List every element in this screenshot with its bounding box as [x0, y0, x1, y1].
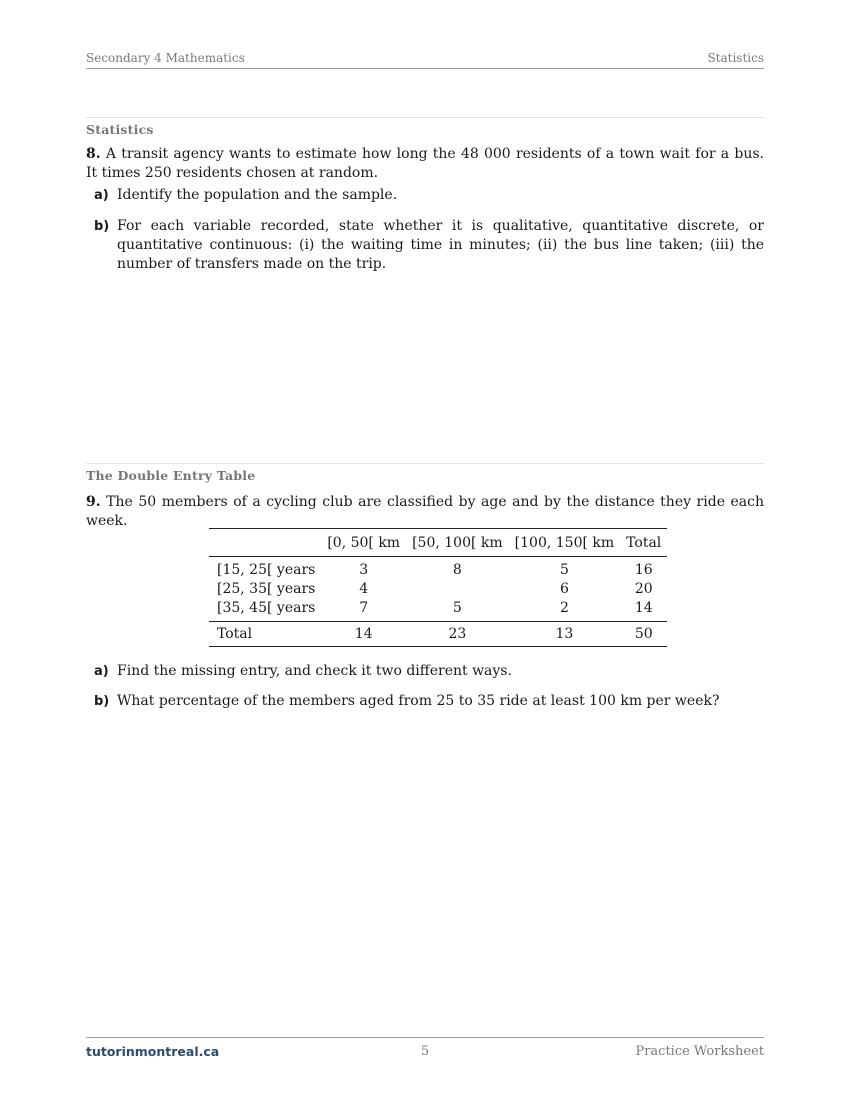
section-statistics	[86, 117, 764, 137]
table-cell: 14	[634, 600, 653, 616]
part-label: a)	[94, 188, 109, 203]
page-number: 5	[420, 1044, 430, 1059]
table-cell: 16	[634, 562, 653, 578]
part-label: a)	[94, 664, 109, 679]
question-8	[86, 145, 764, 183]
question-number: 9.	[86, 494, 101, 510]
table-row-header: [25, 35[ years	[217, 581, 316, 597]
table-cell: 50	[634, 625, 653, 642]
table-row-header: [15, 25[ years	[217, 562, 316, 578]
question-text: A transit agency wants to estimate how long the 48 000 residents of a town wait for a bus. It times 250 residents chosen at random.	[86, 146, 764, 181]
table-cell: 20	[634, 581, 653, 597]
table-row	[209, 557, 667, 581]
page-footer	[86, 1037, 764, 1062]
part-text: Find the missing entry, and check it two different ways.	[117, 663, 512, 679]
part-label: b)	[94, 694, 110, 709]
footer-title: Practice Worksheet	[635, 1044, 764, 1059]
table-cell: 3	[359, 562, 369, 578]
section-double-entry-table	[86, 463, 764, 483]
table-header-cell: [50, 100[ km	[412, 535, 503, 551]
question-number: 8.	[86, 146, 101, 162]
table-cell: 5	[559, 562, 569, 578]
table-cell: 23	[448, 625, 467, 642]
question-9	[86, 493, 764, 531]
table-row-header: [35, 45[ years	[217, 600, 316, 616]
table-cell: 6	[559, 581, 569, 597]
table-cell: 13	[555, 625, 574, 642]
table-total-row	[209, 622, 667, 647]
header-course: Secondary 4 Mathematics	[86, 51, 245, 65]
section-title: Statistics	[86, 122, 154, 137]
table-cell: 4	[359, 581, 369, 597]
footer-site: tutorinmontreal.ca	[86, 1044, 220, 1059]
header-topic: Statistics	[707, 51, 764, 65]
table-row	[209, 580, 667, 599]
table-header-cell: [0, 50[ km	[327, 535, 401, 551]
part-label: b)	[94, 219, 110, 234]
table-header-cell: Total	[626, 535, 662, 551]
part-text: For each variable recorded, state whether it is qualitative, quantitative discrete, or quantitative continuous: (i) the waiting time in minutes; (ii) the bus line taken; (iii) the number of transfers made on the trip.	[117, 218, 764, 272]
table-cell: 5	[452, 600, 462, 616]
table-cell-missing	[406, 580, 509, 599]
table-header-cell: [100, 150[ km	[514, 535, 615, 551]
table-cell: 2	[559, 600, 569, 616]
table-cell: 8	[452, 562, 462, 578]
part-text: What percentage of the members aged from 25 to 35 ride at least 100 km per week?	[117, 693, 720, 709]
section-title: The Double Entry Table	[86, 468, 256, 483]
page-header	[86, 50, 764, 69]
table-row-header: Total	[217, 625, 253, 642]
table-header-row	[209, 529, 667, 557]
table-cell: 7	[359, 600, 369, 616]
table-row	[209, 599, 667, 622]
table-cell: 14	[354, 625, 373, 642]
double-entry-table	[209, 528, 667, 647]
part-text: Identify the population and the sample.	[117, 187, 398, 203]
table-header-cell	[209, 529, 321, 557]
question-text: The 50 members of a cycling club are classified by age and by the distance they ride each week.	[86, 494, 765, 529]
